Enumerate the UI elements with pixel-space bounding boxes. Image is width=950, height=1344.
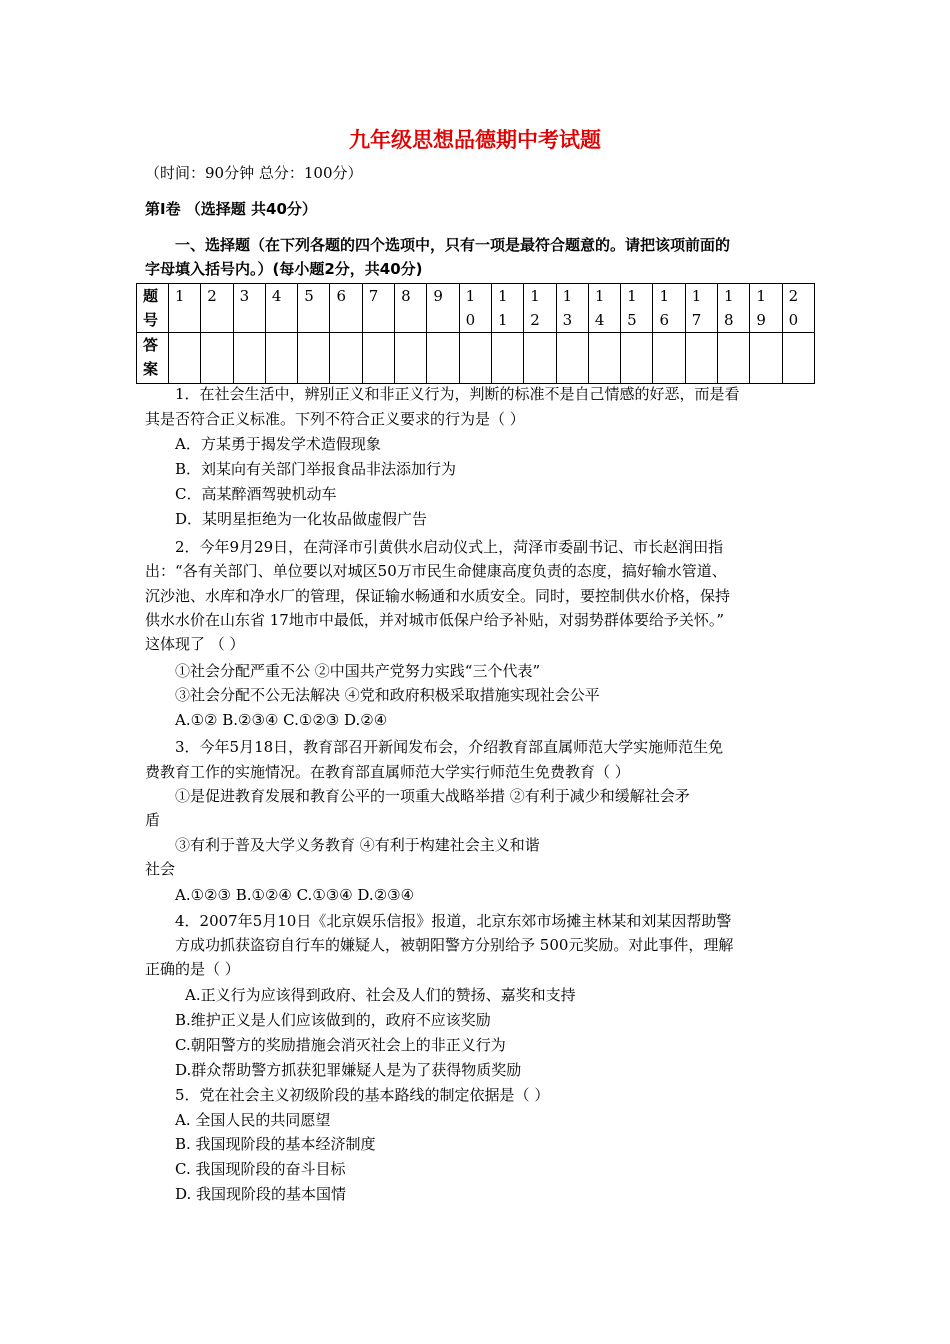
answer-cell[interactable] bbox=[169, 333, 201, 384]
exam-meta: （时间：90分钟 总分：100分） bbox=[145, 164, 363, 182]
instruction-line-1: 一、选择题（在下列各题的四个选项中，只有一项是最符合题意的。请把该项前面的 bbox=[175, 236, 731, 254]
question-number-row bbox=[137, 284, 815, 333]
question-line: B. 我国现阶段的基本经济制度 bbox=[175, 1135, 376, 1153]
answer-cell[interactable] bbox=[556, 333, 588, 384]
answer-cell[interactable] bbox=[427, 333, 459, 384]
question-line: A. 全国人民的共同愿望 bbox=[175, 1111, 331, 1129]
question-number-cell: 2 0 bbox=[782, 284, 814, 333]
question-line: ③有利于普及大学义务教育 ④有利于构建社会主义和谐 bbox=[175, 836, 540, 854]
answer-cell[interactable] bbox=[653, 333, 685, 384]
question-line: C. 我国现阶段的奋斗目标 bbox=[175, 1160, 346, 1178]
answer-cell[interactable] bbox=[685, 333, 717, 384]
question-line: A.①② B.②③④ C.①②③ D.②④ bbox=[175, 711, 388, 729]
question-line: 盾 bbox=[145, 811, 161, 829]
answer-header-cell: 答 案 bbox=[137, 333, 169, 384]
question-line: 这体现了 （ ） bbox=[145, 635, 245, 653]
question-number-cell: 1 2 bbox=[524, 284, 556, 333]
question-line: 其是否符合正义标准。下列不符合正义要求的行为是（ ） bbox=[145, 410, 525, 428]
number-header-cell: 题 号 bbox=[137, 284, 169, 333]
question-line: ①是促进教育发展和教育公平的一项重大战略举措 ②有利于减少和缓解社会矛 bbox=[175, 787, 690, 805]
question-line: 方成功抓获盗窃自行车的嫌疑人，被朝阳警方分别给予 500元奖励。对此事件，理解 bbox=[175, 936, 734, 954]
question-line: 1．在社会生活中，辨别正义和非正义行为，判断的标准不是自己情感的好恶，而是看 bbox=[175, 385, 740, 403]
answer-cell[interactable] bbox=[330, 333, 362, 384]
question-number-cell: 1 9 bbox=[750, 284, 782, 333]
question-number-cell: 3 bbox=[233, 284, 265, 333]
section-heading: 第Ⅰ卷 （选择题 共40分） bbox=[145, 200, 317, 218]
answer-table bbox=[136, 283, 815, 384]
answer-cell[interactable] bbox=[718, 333, 750, 384]
question-line: 费教育工作的实施情况。在教育部直属师范大学实行师范生免费教育（ ） bbox=[145, 763, 630, 781]
question-number-cell: 7 bbox=[362, 284, 394, 333]
question-number-cell: 5 bbox=[298, 284, 330, 333]
question-line: ③社会分配不公无法解决 ④党和政府积极采取措施实现社会公平 bbox=[175, 686, 600, 704]
question-number-cell: 1 bbox=[169, 284, 201, 333]
question-line: 供水水价在山东省 17地市中最低，并对城市低保户给予补贴，对弱势群体要给予关怀。” bbox=[145, 611, 725, 629]
question-line: C.朝阳警方的奖励措施会消灭社会上的非正义行为 bbox=[175, 1036, 506, 1054]
question-line: 正确的是（ ） bbox=[145, 960, 240, 978]
answer-cell[interactable] bbox=[395, 333, 427, 384]
question-line: C．高某醉酒驾驶机动车 bbox=[175, 485, 337, 503]
question-number-cell: 1 8 bbox=[718, 284, 750, 333]
question-number-cell: 9 bbox=[427, 284, 459, 333]
question-number-cell: 1 7 bbox=[685, 284, 717, 333]
question-number-cell: 1 0 bbox=[459, 284, 491, 333]
question-line: 2．今年9月29日，在菏泽市引黄供水启动仪式上，菏泽市委副书记、市长赵润田指 bbox=[175, 538, 724, 556]
answer-cell[interactable] bbox=[298, 333, 330, 384]
question-number-cell: 1 5 bbox=[621, 284, 653, 333]
question-number-cell: 4 bbox=[265, 284, 297, 333]
answer-cell[interactable] bbox=[621, 333, 653, 384]
question-line: D. 我国现阶段的基本国情 bbox=[175, 1185, 347, 1203]
answer-row bbox=[137, 333, 815, 384]
question-number-cell: 1 4 bbox=[588, 284, 620, 333]
answer-cell[interactable] bbox=[782, 333, 814, 384]
question-line: ①社会分配严重不公 ②中国共产党努力实践“三个代表” bbox=[175, 662, 541, 680]
answer-cell[interactable] bbox=[491, 333, 523, 384]
question-line: 出：“各有关部门、单位要以对城区50万市民生命健康高度负责的态度，搞好输水管道、 bbox=[145, 562, 727, 580]
answer-cell[interactable] bbox=[265, 333, 297, 384]
answer-cell[interactable] bbox=[524, 333, 556, 384]
question-line: 沉沙池、水库和净水厂的管理，保证输水畅通和水质安全。同时，要控制供水价格，保持 bbox=[145, 587, 731, 605]
instruction-line-2: 字母填入括号内。）(每小题2分，共40分) bbox=[145, 260, 423, 278]
question-number-cell: 1 1 bbox=[491, 284, 523, 333]
question-line: 5．党在社会主义初级阶段的基本路线的制定依据是（ ） bbox=[175, 1086, 550, 1104]
question-line: A.正义行为应该得到政府、社会及人们的赞扬、嘉奖和支持 bbox=[185, 986, 576, 1004]
answer-cell[interactable] bbox=[459, 333, 491, 384]
question-line: A．方某勇于揭发学术造假现象 bbox=[175, 435, 381, 453]
answer-cell[interactable] bbox=[201, 333, 233, 384]
question-number-cell: 1 3 bbox=[556, 284, 588, 333]
question-line: D．某明星拒绝为一化妆品做虚假广告 bbox=[175, 510, 428, 528]
question-number-cell: 8 bbox=[395, 284, 427, 333]
question-line: D.群众帮助警方抓获犯罪嫌疑人是为了获得物质奖励 bbox=[175, 1061, 522, 1079]
answer-cell[interactable] bbox=[588, 333, 620, 384]
question-line: 社会 bbox=[145, 860, 176, 878]
question-number-cell: 6 bbox=[330, 284, 362, 333]
question-line: B．刘某向有关部门举报食品非法添加行为 bbox=[175, 460, 457, 478]
question-line: B.维护正义是人们应该做到的，政府不应该奖励 bbox=[175, 1011, 491, 1029]
answer-cell[interactable] bbox=[750, 333, 782, 384]
answer-cell[interactable] bbox=[233, 333, 265, 384]
page-title: 九年级思想品德期中考试题 bbox=[349, 128, 601, 152]
question-number-cell: 1 6 bbox=[653, 284, 685, 333]
answer-cell[interactable] bbox=[362, 333, 394, 384]
question-line: 4．2007年5月10日《北京娱乐信报》报道，北京东郊市场摊主林某和刘某因帮助警 bbox=[175, 912, 732, 930]
question-line: A.①②③ B.①②④ C.①③④ D.②③④ bbox=[175, 886, 415, 904]
question-line: 3．今年5月18日，教育部召开新闻发布会，介绍教育部直属师范大学实施师范生免 bbox=[175, 738, 724, 756]
question-number-cell: 2 bbox=[201, 284, 233, 333]
